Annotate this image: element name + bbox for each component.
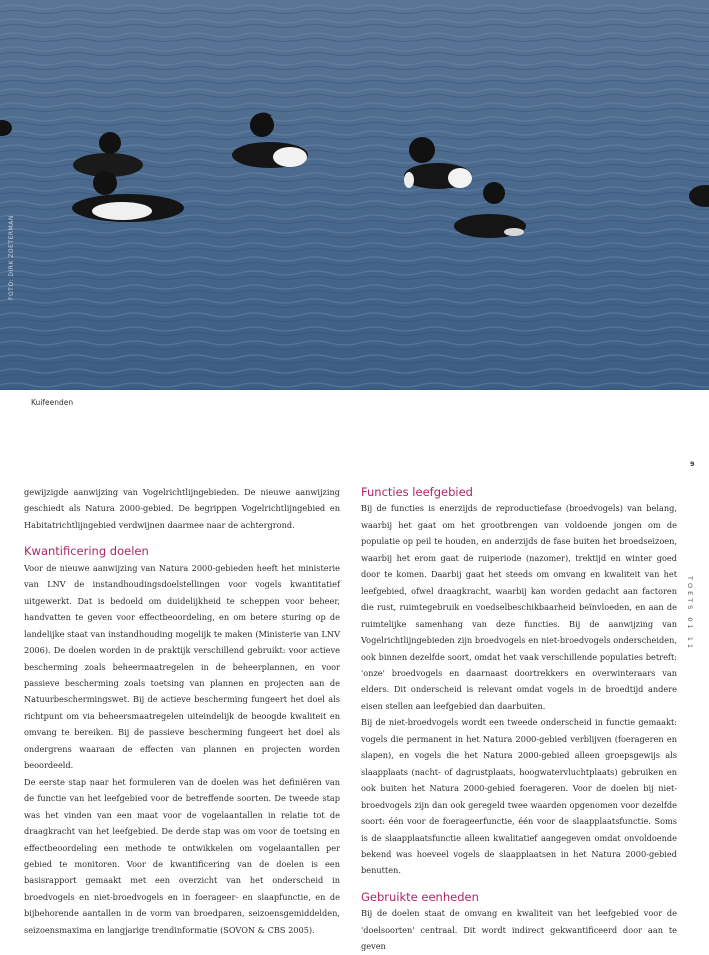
body-paragraph: Bij de doelen staat de omvang en kwaliteit van het leefgebied voor de 'doelsoorten' centraal. Dit wordt indirect gekwantificeerd door aan te geven xyxy=(361,908,677,952)
body-paragraph: Bij de niet-broedvogels wordt een tweede onderscheid in functie gemaakt: vogels die permanent in het Natura 2000-gebied verblijven (foerageren en slapen), en vogels die het Natura 2000-gebied alleen groepsgewijs als slaapplaats (nacht- of dagrustplaats, hoogwatervluchtplaats) gebruiken en ook buiten het Natura 2000-gebied foerageren. Voor de doelen bij niet-broedvogels zijn dan ook geregeld twee waarden opgenomen voor dezelfde soort: één voor de foerageerfunctie, één voor de slaapplaatsfunctie. Soms is de slaapplaatsfunctie alleen kwalitatief aangegeven omdat onvoldoende bekend was hoeveel vogels de slaapplaatsen in het Natura 2000-gebied benutten. xyxy=(361,717,677,876)
intro-paragraph: gewijzigde aanwijzing van Vogelrichtlijngebieden. De nieuwe aanwijzing geschiedt als Natura 2000-gebied. De begrippen Vogelrichtlijngebied en Habitatrichtlijngebied verdwijnen daarmee naar de achtergrond. xyxy=(24,487,340,530)
section-heading-eenheden: Gebruikte eenheden xyxy=(361,889,479,904)
duck-photo xyxy=(0,0,709,390)
running-head: TOETS 01 11 xyxy=(686,576,694,651)
section-heading-kwantificering: Kwantificering doelen xyxy=(24,544,149,559)
photo-caption: Kuifeenden xyxy=(31,398,74,407)
body-paragraph: Bij de functies is enerzijds de reproductiefase (broedvogels) van belang, waarbij het gaat om het grootbrengen van voldoende jongen om de populatie op peil te houden, en anderzijds de fase buiten het broedseizoen, waarbij het erom gaat de ruiperiode (nazomer), trektijd en winter goed door te komen. Daarbij gaat het steeds om omvang en kwaliteit van het leefgebied, ofwel draagkracht, waarbij kan worden gedacht aan factoren die rust, ruimtegebruik en voedselbeschikbaarheid beïnvloeden, en aan de ruimtelijke samenhang van deze functies. Bij de aanwijzing van Vogelrichtlijngebieden zijn broedvogels en niet-broedvogels onderscheiden, ook binnen dezelfde soort, omdat het vaak verschillende populaties betreft: 'onze' broedvogels en daarnaast doortrekkers en overwinteraars van elders. Dit onderscheid is relevant omdat vogels in de broedtijd andere eisen stellen aan leefgebied dan daarbuiten. xyxy=(361,503,677,711)
water-illustration xyxy=(0,0,709,390)
body-paragraph: De eerste stap naar het formuleren van de doelen was het definiëren van de functie van het leefgebied voor de betreffende soorten. De tweede stap was het vinden van een maat voor de vogelaantallen in relatie tot de draagkracht van het leefgebied. De derde stap was om voor de toetsing en effectbeoordeling een methode te ontwikkelen om vogelaantallen per gebied te monitoren. Voor de kwantificering van de doelen is een basisrapport gemaakt met een overzicht van het onderscheid in broedvogels en niet-broedvogels en in foerageer- en slaapfunctie, en de bijbehorende aantallen in de vorm van broedparen, seizoensgemiddelden, seizoensmaxima en langjarige trendinformatie (SOVON & CBS 2005). xyxy=(24,776,340,935)
section-heading-functies: Functies leefgebied xyxy=(361,485,473,499)
left-column xyxy=(24,484,340,938)
page-number: 9 xyxy=(690,460,695,468)
body-paragraph: Voor de nieuwe aanwijzing van Natura 2000-gebieden heeft het ministerie van LNV de instandhoudingsdoelstellingen voor vogels kwantitatief uitgewerkt. Dat is bedoeld om duidelijkheid te scheppen voor beheer, handvatten te geven voor effectbeoordeling, en om betere sturing op de landelijke staat van instandhouding mogelijk te maken (Ministerie van LNV 2006). De doelen worden in de praktijk verschillend gebruikt: voor actieve bescherming zoals beheermaatregelen in de beheerplannen, en voor passieve bescherming zoals toetsing van plannen en projecten aan de Natuurbeschermingswet. Bij de actieve bescherming fungeert het doel als richtpunt om via beheersmaatregelen uiteindelijk de beoogde kwaliteit en omvang te bereiken. Bij de passieve bescherming fungeert het doel als ondergrens waaraan de effecten van plannen en projecten worden beoordeeld. xyxy=(24,562,340,771)
photo-credit: FOTO: DIRK ZOETERMAN xyxy=(8,215,15,300)
right-column xyxy=(361,484,677,955)
